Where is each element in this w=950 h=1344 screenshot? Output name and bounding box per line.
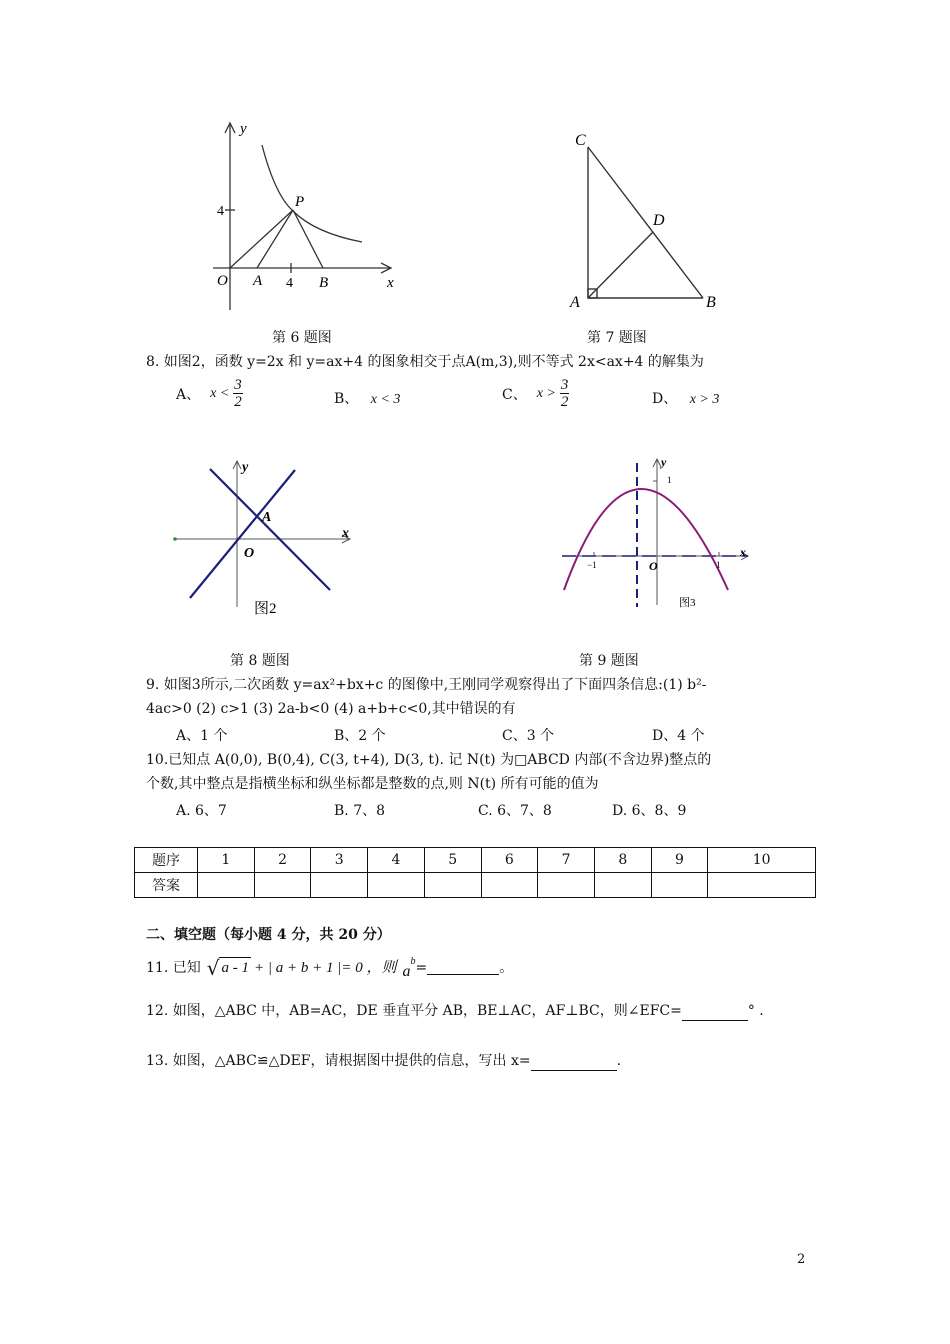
answer-cell[interactable] xyxy=(594,873,651,898)
fig6-o-label: O xyxy=(217,273,228,289)
table-number-cell: 7 xyxy=(538,848,595,873)
table-number-cell: 5 xyxy=(424,848,481,873)
table-number-cell: 2 xyxy=(254,848,311,873)
q10-line1: 10.已知点 A(0,0), B(0,4), C(3, t+4), D(3, t). 记 N(t) 为□ABCD 内部(不含边界)整点的 xyxy=(146,752,712,768)
answer-cell[interactable] xyxy=(368,873,425,898)
q13-answer-blank[interactable] xyxy=(531,1055,617,1071)
fig7-d-label: D xyxy=(653,212,665,229)
answer-cell[interactable] xyxy=(254,873,311,898)
fig8-caption: 第 8 题图 xyxy=(230,653,290,669)
fig6-a-label: A xyxy=(253,273,263,289)
answer-cell[interactable] xyxy=(538,873,595,898)
q10-option-b: B. 7、8 xyxy=(334,803,386,819)
fig6-caption: 第 6 题图 xyxy=(272,330,332,346)
fig9-o-label: O xyxy=(649,559,658,573)
q8-stem: 8. 如图2，函数 y=2x 和 y=ax+4 的图象相交于点A(m,3),则不等式 2x<ax+4 的解集为 xyxy=(146,354,704,370)
table-number-cell: 6 xyxy=(481,848,538,873)
answer-cell[interactable] xyxy=(198,873,255,898)
page-number: 2 xyxy=(797,1252,806,1267)
table-number-cell: 8 xyxy=(594,848,651,873)
q8-option-b: B、 x < 3 xyxy=(334,391,401,407)
q10-option-d: D. 6、8、9 xyxy=(612,803,687,819)
fig6-tick-y: 4 xyxy=(217,204,224,219)
q13: 13. 如图，△ABC≌△DEF，请根据图中提供的信息，写出 x= . xyxy=(146,1053,622,1069)
answer-cell[interactable] xyxy=(424,873,481,898)
figure-7 xyxy=(565,125,735,315)
fig9-x-label: x xyxy=(740,545,746,559)
answer-cell[interactable] xyxy=(311,873,368,898)
table-row-numbers xyxy=(135,848,816,873)
table-label-answer: 答案 xyxy=(135,873,198,898)
fig6-tick-x: 4 xyxy=(286,276,293,291)
q9-line1: 9. 如图3所示,二次函数 y=ax²+bx+c 的图像中,王刚同学观察得出了下面四条信息:(1) b²- xyxy=(146,677,707,693)
q9-option-d: D、4 个 xyxy=(652,728,705,744)
q8-option-c: C、 x > $\frac{3}{2}$ xyxy=(502,377,569,410)
table-row-answers xyxy=(135,873,816,898)
figure-8 xyxy=(170,455,360,620)
fig9-one-y: 1 xyxy=(667,475,672,485)
fig6-y-label: y xyxy=(240,121,247,137)
q11: 11. 已知 √ a - 1 + | a + b + 1 |= 0 ，则 a b = 。 xyxy=(146,957,513,978)
table-label-sequence: 题序 xyxy=(135,848,198,873)
fig9-name: 图3 xyxy=(679,597,696,609)
fig9-caption: 第 9 题图 xyxy=(579,653,639,669)
fig7-a-label: A xyxy=(570,294,580,311)
table-number-cell: 9 xyxy=(651,848,708,873)
q9-line2: 4ac>0 (2) c>1 (3) 2a-b<0 (4) a+b+c<0,其中错误的有 xyxy=(146,701,516,717)
fig7-caption: 第 7 题图 xyxy=(587,330,647,346)
fig9-neg-one: −1 xyxy=(587,560,597,570)
answer-cell[interactable] xyxy=(708,873,816,898)
sqrt-radical: √ xyxy=(206,955,220,980)
power-base: a xyxy=(402,962,411,980)
fig6-p-label: P xyxy=(295,194,305,210)
figure-6 xyxy=(195,115,415,325)
q9-option-b: B、2 个 xyxy=(334,728,386,744)
table-number-cell: 4 xyxy=(368,848,425,873)
fig8-o-label: O xyxy=(244,546,255,561)
answer-cell[interactable] xyxy=(651,873,708,898)
q9-option-a: A、1 个 xyxy=(176,728,228,744)
q8-option-d: D、 x > 3 xyxy=(652,391,720,407)
answer-cell[interactable] xyxy=(481,873,538,898)
fig8-y-label: y xyxy=(242,460,249,475)
table-number-cell: 3 xyxy=(311,848,368,873)
q10-option-c: C. 6、7、8 xyxy=(478,803,552,819)
fig7-b-label: B xyxy=(706,294,716,311)
table-number-cell: 1 xyxy=(198,848,255,873)
fig9-y-label: y xyxy=(661,455,667,469)
fig7-c-label: C xyxy=(575,132,586,149)
fig8-a-label: A xyxy=(262,510,272,525)
table-number-cell: 10 xyxy=(708,848,816,873)
q12-answer-blank[interactable] xyxy=(682,1005,748,1021)
q10-option-a: A. 6、7 xyxy=(176,803,227,819)
q11-answer-blank[interactable] xyxy=(427,960,499,975)
fig6-x-label: x xyxy=(387,275,394,291)
fig9-one-x: 1 xyxy=(716,560,721,570)
fig6-b-label: B xyxy=(319,275,329,291)
q9-option-c: C、3 个 xyxy=(502,728,555,744)
power-exponent: b xyxy=(410,955,416,967)
fig8-name: 图2 xyxy=(254,601,277,617)
fig8-x-label: x xyxy=(342,526,349,541)
q12: 12. 如图，△ABC 中，AB=AC，DE 垂直平分 AB，BE⊥AC，AF⊥BC，则∠EFC= ° . xyxy=(146,1003,764,1019)
section-2-title: 二、填空题（每小题 4 分，共 20 分） xyxy=(146,927,391,943)
answer-table xyxy=(134,847,816,898)
q8-option-a: A、 x < $\frac{3}{2}$ xyxy=(176,377,242,410)
q10-line2: 个数,其中整点是指横坐标和纵坐标都是整数的点,则 N(t) 所有可能的值为 xyxy=(146,776,599,792)
figure-9 xyxy=(560,455,755,615)
